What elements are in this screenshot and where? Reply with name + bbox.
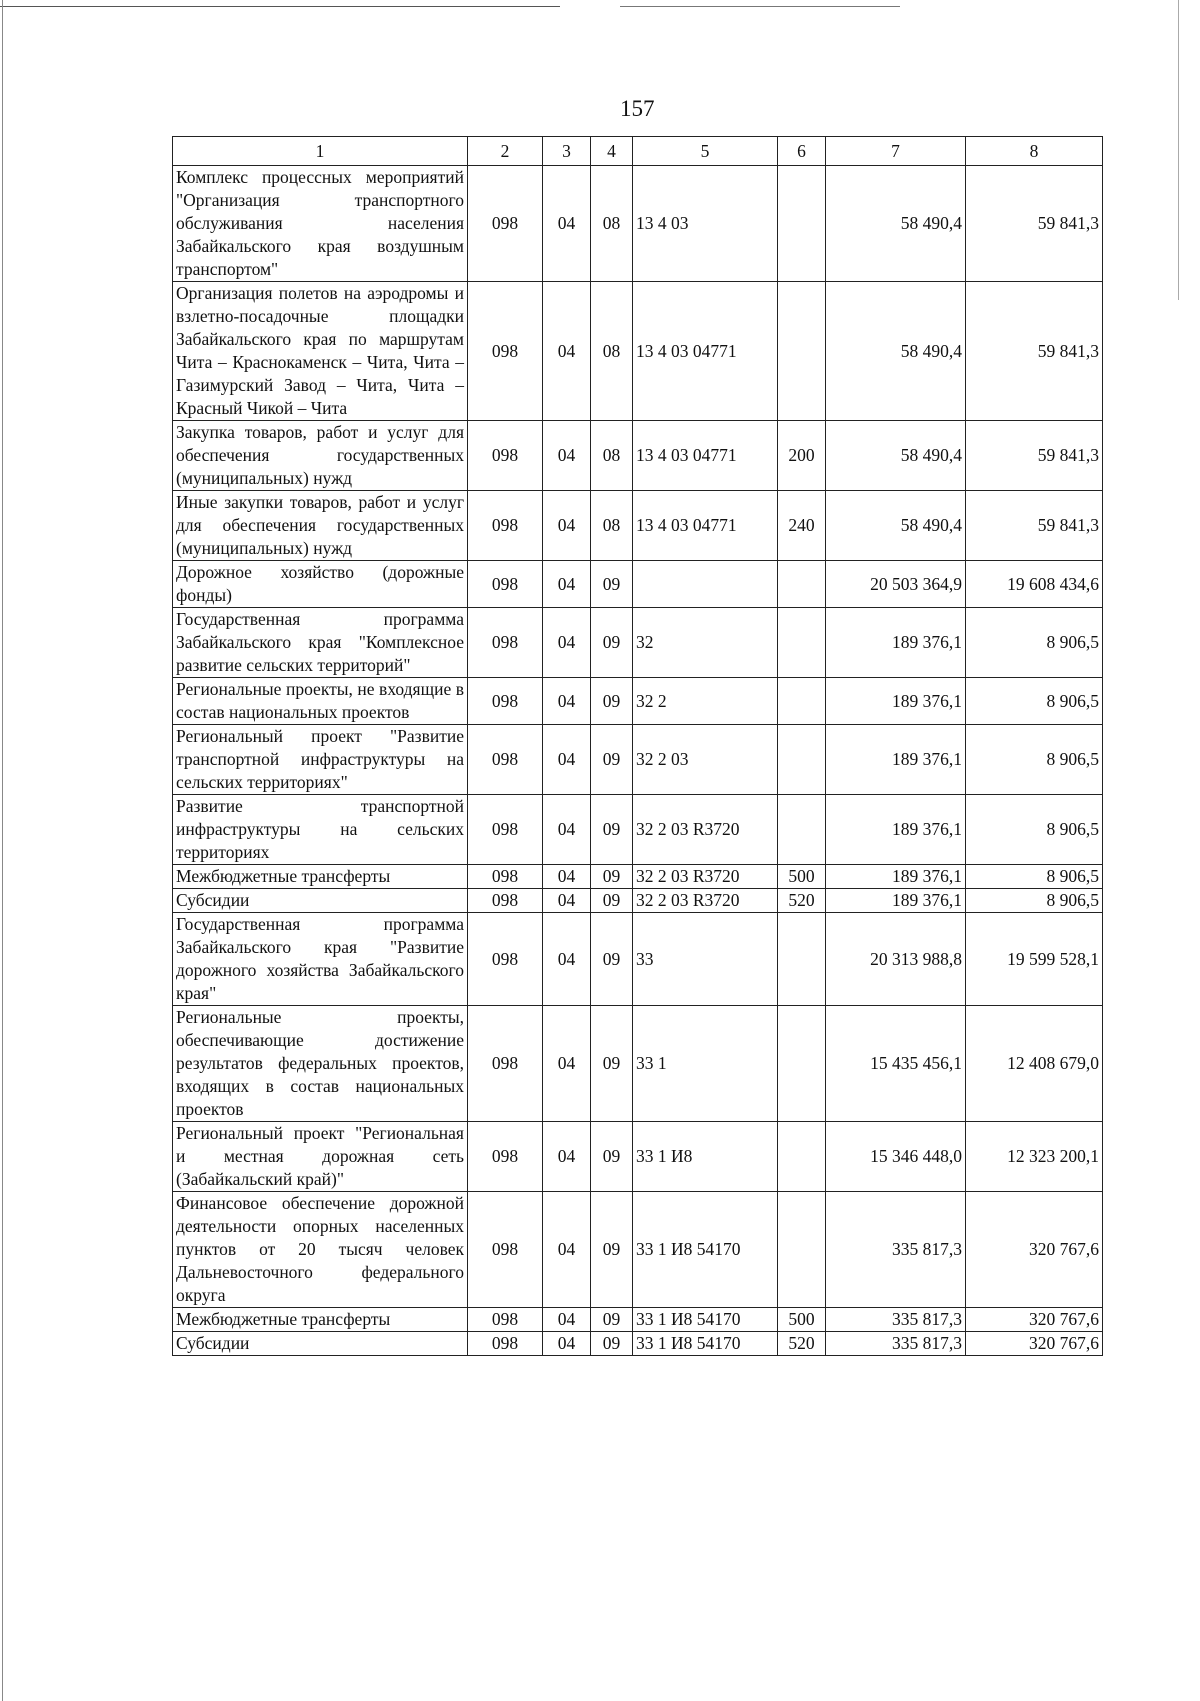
amount-year1-cell: 189 376,1 (826, 608, 966, 678)
ministry-code-cell: 098 (468, 795, 543, 865)
ministry-code-cell: 098 (468, 725, 543, 795)
amount-year1-cell: 58 490,4 (826, 166, 966, 282)
amount-year1-cell: 189 376,1 (826, 865, 966, 889)
scan-edge-top (0, 6, 560, 7)
item-name-cell: Региональные проекты, не входящие в состав национальных проектов (173, 678, 468, 725)
column-header: 6 (778, 137, 826, 166)
column-header: 5 (633, 137, 778, 166)
item-name-cell: Межбюджетные трансферты (173, 865, 468, 889)
ministry-code-cell: 098 (468, 1308, 543, 1332)
expense-type-cell: 500 (778, 1308, 826, 1332)
subsection-code-cell: 09 (591, 1308, 633, 1332)
target-article-cell: 33 1 (633, 1006, 778, 1122)
section-code-cell: 04 (543, 608, 591, 678)
table-row (173, 1332, 1103, 1356)
ministry-code-cell: 098 (468, 561, 543, 608)
table-header-row (173, 137, 1103, 166)
amount-year2-cell: 59 841,3 (966, 421, 1103, 491)
section-code-cell: 04 (543, 1122, 591, 1192)
item-name-cell: Региональный проект "Региональная и местная дорожная сеть (Забайкальский край)" (173, 1122, 468, 1192)
expense-type-cell: 200 (778, 421, 826, 491)
ministry-code-cell: 098 (468, 491, 543, 561)
expense-type-cell (778, 1006, 826, 1122)
amount-year1-cell: 335 817,3 (826, 1192, 966, 1308)
expense-type-cell: 520 (778, 1332, 826, 1356)
table-row (173, 725, 1103, 795)
ministry-code-cell: 098 (468, 678, 543, 725)
amount-year2-cell: 8 906,5 (966, 889, 1103, 913)
section-code-cell: 04 (543, 1332, 591, 1356)
expense-type-cell (778, 913, 826, 1006)
subsection-code-cell: 09 (591, 561, 633, 608)
column-header: 8 (966, 137, 1103, 166)
amount-year2-cell: 19 608 434,6 (966, 561, 1103, 608)
section-code-cell: 04 (543, 1192, 591, 1308)
target-article-cell (633, 561, 778, 608)
amount-year2-cell: 320 767,6 (966, 1308, 1103, 1332)
item-name-cell: Закупка товаров, работ и услуг для обеспечения государственных (муниципальных) нужд (173, 421, 468, 491)
target-article-cell: 33 1 И8 54170 (633, 1332, 778, 1356)
amount-year2-cell: 19 599 528,1 (966, 913, 1103, 1006)
subsection-code-cell: 09 (591, 1006, 633, 1122)
column-header: 3 (543, 137, 591, 166)
ministry-code-cell: 098 (468, 608, 543, 678)
amount-year1-cell: 335 817,3 (826, 1308, 966, 1332)
table-row (173, 678, 1103, 725)
target-article-cell: 33 1 И8 54170 (633, 1192, 778, 1308)
amount-year1-cell: 189 376,1 (826, 678, 966, 725)
table-row (173, 795, 1103, 865)
table-row (173, 1308, 1103, 1332)
amount-year1-cell: 189 376,1 (826, 795, 966, 865)
table-row (173, 282, 1103, 421)
amount-year2-cell: 8 906,5 (966, 608, 1103, 678)
amount-year2-cell: 12 408 679,0 (966, 1006, 1103, 1122)
target-article-cell: 13 4 03 (633, 166, 778, 282)
section-code-cell: 04 (543, 678, 591, 725)
section-code-cell: 04 (543, 1308, 591, 1332)
section-code-cell: 04 (543, 865, 591, 889)
subsection-code-cell: 09 (591, 1332, 633, 1356)
amount-year1-cell: 20 313 988,8 (826, 913, 966, 1006)
page-number: 157 (620, 96, 655, 121)
item-name-cell: Дорожное хозяйство (дорожные фонды) (173, 561, 468, 608)
target-article-cell: 32 (633, 608, 778, 678)
table-row (173, 421, 1103, 491)
target-article-cell: 13 4 03 04771 (633, 421, 778, 491)
item-name-cell: Государственная программа Забайкальского края "Развитие дорожного хозяйства Забайкальского края" (173, 913, 468, 1006)
ministry-code-cell: 098 (468, 421, 543, 491)
amount-year2-cell: 12 323 200,1 (966, 1122, 1103, 1192)
expense-type-cell (778, 795, 826, 865)
amount-year1-cell: 15 435 456,1 (826, 1006, 966, 1122)
target-article-cell: 13 4 03 04771 (633, 491, 778, 561)
ministry-code-cell: 098 (468, 1332, 543, 1356)
column-header: 7 (826, 137, 966, 166)
table-row (173, 608, 1103, 678)
table-row (173, 913, 1103, 1006)
item-name-cell: Субсидии (173, 1332, 468, 1356)
amount-year2-cell: 8 906,5 (966, 725, 1103, 795)
subsection-code-cell: 09 (591, 1122, 633, 1192)
column-header: 2 (468, 137, 543, 166)
subsection-code-cell: 09 (591, 889, 633, 913)
target-article-cell: 13 4 03 04771 (633, 282, 778, 421)
scan-edge-right (1178, 0, 1179, 300)
target-article-cell: 32 2 03 R3720 (633, 795, 778, 865)
expense-type-cell (778, 166, 826, 282)
section-code-cell: 04 (543, 282, 591, 421)
ministry-code-cell: 098 (468, 166, 543, 282)
section-code-cell: 04 (543, 1006, 591, 1122)
amount-year2-cell: 8 906,5 (966, 678, 1103, 725)
item-name-cell: Иные закупки товаров, работ и услуг для обеспечения государственных (муниципальных) нужд (173, 491, 468, 561)
expense-type-cell (778, 1192, 826, 1308)
ministry-code-cell: 098 (468, 1006, 543, 1122)
subsection-code-cell: 08 (591, 491, 633, 561)
section-code-cell: 04 (543, 889, 591, 913)
item-name-cell: Субсидии (173, 889, 468, 913)
amount-year1-cell: 335 817,3 (826, 1332, 966, 1356)
scan-edge-left (2, 0, 3, 1701)
table-row (173, 166, 1103, 282)
expense-type-cell (778, 1122, 826, 1192)
amount-year2-cell: 8 906,5 (966, 795, 1103, 865)
table-row (173, 1192, 1103, 1308)
table-row (173, 1006, 1103, 1122)
target-article-cell: 33 1 И8 54170 (633, 1308, 778, 1332)
section-code-cell: 04 (543, 795, 591, 865)
item-name-cell: Государственная программа Забайкальского края "Комплексное развитие сельских территорий" (173, 608, 468, 678)
subsection-code-cell: 09 (591, 913, 633, 1006)
expense-type-cell (778, 608, 826, 678)
item-name-cell: Комплекс процессных мероприятий "Организация транспортного обслуживания населения Забайкальского края воздушным транспортом" (173, 166, 468, 282)
amount-year1-cell: 58 490,4 (826, 491, 966, 561)
section-code-cell: 04 (543, 166, 591, 282)
expense-type-cell (778, 725, 826, 795)
subsection-code-cell: 09 (591, 608, 633, 678)
amount-year2-cell: 320 767,6 (966, 1332, 1103, 1356)
subsection-code-cell: 08 (591, 166, 633, 282)
amount-year2-cell: 320 767,6 (966, 1192, 1103, 1308)
amount-year1-cell: 189 376,1 (826, 889, 966, 913)
table-row (173, 491, 1103, 561)
expense-type-cell: 240 (778, 491, 826, 561)
section-code-cell: 04 (543, 913, 591, 1006)
table-body (173, 166, 1103, 1356)
amount-year2-cell: 59 841,3 (966, 166, 1103, 282)
column-header: 4 (591, 137, 633, 166)
item-name-cell: Региональные проекты, обеспечивающие достижение результатов федеральных проектов, входящих в состав национальных проектов (173, 1006, 468, 1122)
ministry-code-cell: 098 (468, 1192, 543, 1308)
budget-table (172, 136, 1103, 1356)
section-code-cell: 04 (543, 725, 591, 795)
subsection-code-cell: 09 (591, 1192, 633, 1308)
table-row (173, 865, 1103, 889)
subsection-code-cell: 08 (591, 282, 633, 421)
subsection-code-cell: 08 (591, 421, 633, 491)
subsection-code-cell: 09 (591, 865, 633, 889)
target-article-cell: 32 2 (633, 678, 778, 725)
target-article-cell: 32 2 03 (633, 725, 778, 795)
target-article-cell: 32 2 03 R3720 (633, 889, 778, 913)
amount-year1-cell: 15 346 448,0 (826, 1122, 966, 1192)
scan-edge-top (620, 6, 900, 7)
expense-type-cell (778, 678, 826, 725)
target-article-cell: 32 2 03 R3720 (633, 865, 778, 889)
expense-type-cell (778, 282, 826, 421)
amount-year1-cell: 189 376,1 (826, 725, 966, 795)
section-code-cell: 04 (543, 561, 591, 608)
target-article-cell: 33 (633, 913, 778, 1006)
item-name-cell: Развитие транспортной инфраструктуры на сельских территориях (173, 795, 468, 865)
item-name-cell: Межбюджетные трансферты (173, 1308, 468, 1332)
item-name-cell: Региональный проект "Развитие транспортной инфраструктуры на сельских территориях" (173, 725, 468, 795)
item-name-cell: Финансовое обеспечение дорожной деятельности опорных населенных пунктов от 20 тысяч человек Дальневосточного федерального округа (173, 1192, 468, 1308)
item-name-cell: Организация полетов на аэродромы и взлетно-посадочные площадки Забайкальского края по маршрутам Чита – Краснокаменск – Чита, Чита – Газимурский Завод – Чита, Чита – Красный Чикой – Чита (173, 282, 468, 421)
ministry-code-cell: 098 (468, 913, 543, 1006)
ministry-code-cell: 098 (468, 865, 543, 889)
subsection-code-cell: 09 (591, 795, 633, 865)
subsection-code-cell: 09 (591, 725, 633, 795)
ministry-code-cell: 098 (468, 889, 543, 913)
table-row (173, 1122, 1103, 1192)
expense-type-cell: 500 (778, 865, 826, 889)
ministry-code-cell: 098 (468, 1122, 543, 1192)
column-header: 1 (173, 137, 468, 166)
table-row (173, 889, 1103, 913)
amount-year1-cell: 58 490,4 (826, 282, 966, 421)
section-code-cell: 04 (543, 421, 591, 491)
amount-year2-cell: 59 841,3 (966, 491, 1103, 561)
section-code-cell: 04 (543, 491, 591, 561)
expense-type-cell (778, 561, 826, 608)
amount-year2-cell: 8 906,5 (966, 865, 1103, 889)
amount-year1-cell: 20 503 364,9 (826, 561, 966, 608)
ministry-code-cell: 098 (468, 282, 543, 421)
subsection-code-cell: 09 (591, 678, 633, 725)
amount-year1-cell: 58 490,4 (826, 421, 966, 491)
table-row (173, 561, 1103, 608)
expense-type-cell: 520 (778, 889, 826, 913)
target-article-cell: 33 1 И8 (633, 1122, 778, 1192)
amount-year2-cell: 59 841,3 (966, 282, 1103, 421)
